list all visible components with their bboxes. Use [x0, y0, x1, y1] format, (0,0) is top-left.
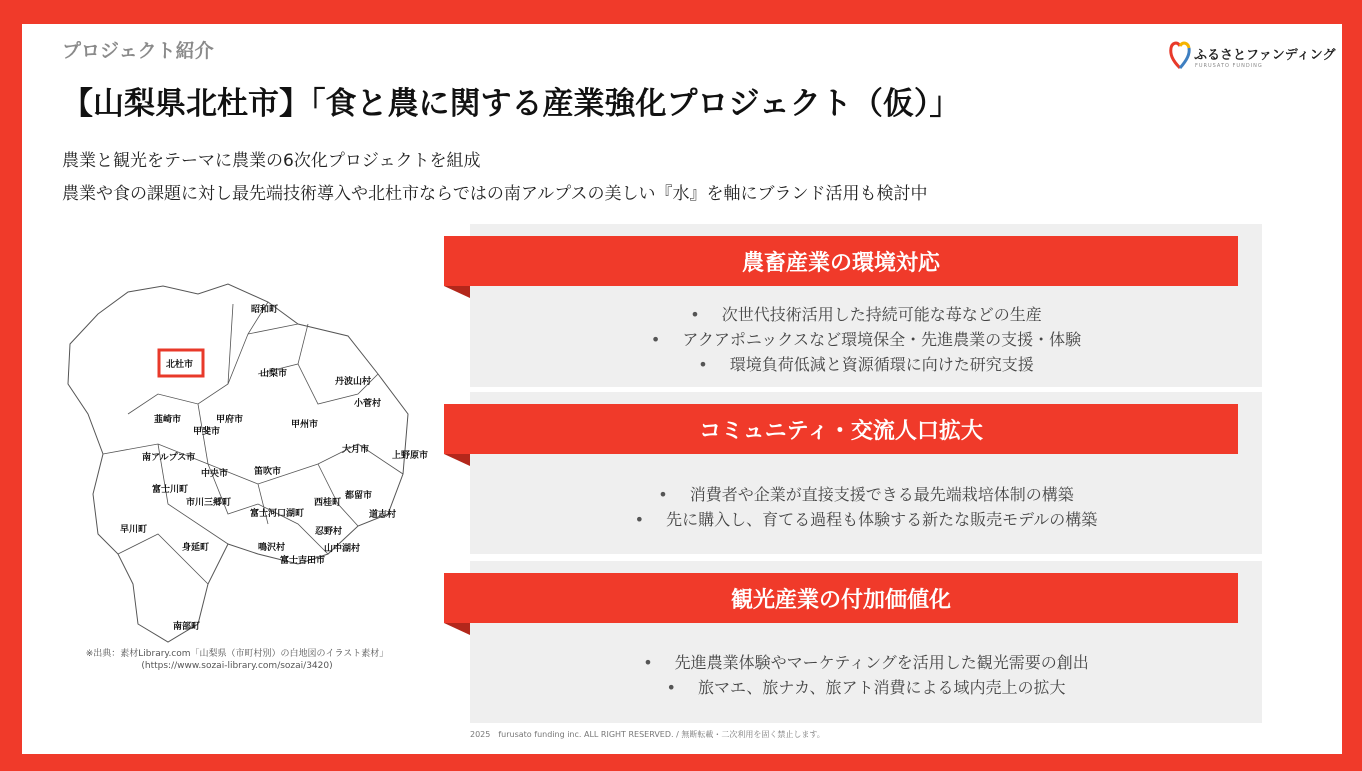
- yamanashi-map: [58, 264, 429, 644]
- section-heading-3: 観光産業の付加価値化: [444, 573, 1238, 623]
- copyright-footer: 2025 furusato funding inc. ALL RIGHT RESERVED. / 無断転載・二次利用を固く禁止します。: [470, 730, 825, 739]
- section-bullets-2: [470, 482, 1262, 532]
- section-bullets-1: [470, 302, 1262, 377]
- banner-fold: [444, 623, 470, 635]
- section-bullets-3: [470, 650, 1262, 700]
- map-source-line-1: ※出典：素材Library.com「山梨県（市町村別）の白地図のイラスト素材」: [85, 649, 389, 659]
- banner-fold: [444, 454, 470, 466]
- map-label: 甲州市: [291, 420, 319, 430]
- map-label: 道志村: [369, 510, 397, 520]
- list-item: • 旅マエ、旅ナカ、旅アト消費による域内売上の拡大: [470, 675, 1262, 700]
- map-svg: [58, 264, 429, 644]
- map-label: 昭和町: [251, 305, 279, 315]
- slide: [22, 24, 1342, 754]
- section-heading-2: コミュニティ・交流人口拡大: [444, 404, 1238, 454]
- map-label: 富士川町: [152, 485, 189, 495]
- map-source: [72, 648, 402, 672]
- lead-line-1: 農業と観光をテーマに農業の6次化プロジェクトを組成: [62, 151, 481, 171]
- lead-line-2: 農業や食の課題に対し最先端技術導入や北杜市ならではの南アルプスの美しい『水』を軸にブランド活用も検討中: [62, 184, 928, 204]
- section-heading-1: 農畜産業の環境対応: [444, 236, 1238, 286]
- company-logo: [1168, 36, 1338, 76]
- map-label: 山中湖村: [324, 544, 361, 554]
- logo-name: ふるさとファンディング: [1194, 48, 1336, 63]
- map-label: 市川三郷町: [186, 498, 232, 508]
- map-label: 山梨市: [260, 369, 288, 379]
- map-label: 富士河口湖町: [250, 509, 305, 519]
- map-label: 富士吉田市: [280, 556, 326, 566]
- page-title: 【山梨県北杜市】「食と農に関する産業強化プロジェクト（仮）」: [62, 86, 961, 122]
- map-label: 韮崎市: [154, 415, 182, 425]
- map-label: 上野原市: [392, 451, 429, 461]
- logo-subtitle: FURUSATO FUNDING: [1195, 63, 1263, 69]
- map-label: 大月市: [342, 445, 370, 455]
- map-label: 都留市: [345, 491, 373, 501]
- map-label-hokuto: 北杜市: [166, 360, 194, 370]
- heart-logo-icon: [1168, 38, 1192, 72]
- list-item: • 先進農業体験やマーケティングを活用した観光需要の創出: [470, 650, 1262, 675]
- map-label: 笛吹市: [254, 467, 282, 477]
- map-label: 小菅村: [354, 399, 382, 409]
- list-item: • アクアポニックスなど環境保全・先進農業の支援・体験: [470, 327, 1262, 352]
- map-label: 忍野村: [315, 527, 343, 537]
- map-label: 甲府市: [216, 415, 244, 425]
- banner-fold: [444, 286, 470, 298]
- map-label: 鳴沢村: [258, 543, 286, 553]
- map-label: 甲斐市: [193, 427, 221, 437]
- map-label: 西桂町: [314, 498, 342, 508]
- map-source-line-2: (https://www.sozai-library.com/sozai/3420): [141, 661, 333, 671]
- list-item: • 次世代技術活用した持続可能な苺などの生産: [470, 302, 1262, 327]
- map-label: 南部町: [173, 622, 201, 632]
- map-outline: [68, 284, 408, 642]
- map-label: 南アルプス市: [142, 453, 196, 463]
- map-label: 早川町: [120, 525, 148, 535]
- map-label: 身延町: [182, 543, 210, 553]
- section-label: プロジェクト紹介: [62, 40, 214, 62]
- list-item: • 環境負荷低減と資源循環に向けた研究支援: [470, 352, 1262, 377]
- map-label: 丹波山村: [335, 377, 372, 387]
- list-item: • 消費者や企業が直接支援できる最先端栽培体制の構築: [470, 482, 1262, 507]
- list-item: • 先に購入し、育てる過程も体験する新たな販売モデルの構築: [470, 507, 1262, 532]
- map-label: 中央市: [201, 469, 229, 479]
